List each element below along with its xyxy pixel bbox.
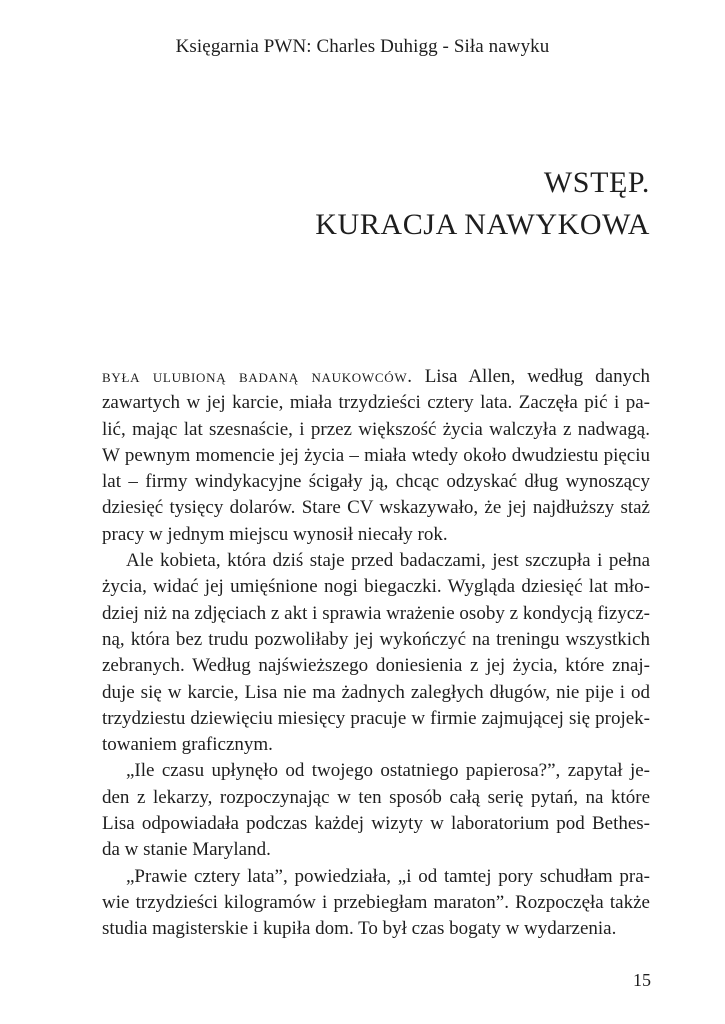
- text-line-fragment: Lisa Allen, według danych: [412, 366, 650, 387]
- paragraph-4: [102, 864, 650, 943]
- running-head: Księgarnia PWN: Charles Duhigg - Siła nawyku: [175, 36, 550, 57]
- text-line: towaniem graficznym.: [102, 734, 273, 756]
- text-line: ną, która bez trudu pozwoliłaby jej wykończyć na treningu wszystkich: [102, 628, 650, 650]
- text-line: dziej niż na zdjęciach z akt i sprawia wrażenie osoby z kondycją fizycz-: [102, 602, 650, 624]
- body-text: [102, 364, 650, 943]
- text-line: życia, widać jej umięśnione nogi biegaczki. Wygląda dziesięć lat mło-: [102, 576, 650, 598]
- chapter-title-line-2: KURACJA NAWYKOWA: [315, 208, 650, 241]
- text-line: „Prawie cztery lata”, powiedziała, „i od tamtej pory schudłam pra-: [126, 865, 650, 887]
- text-line: zebranych. Według najświeższego doniesienia z jej życia, które znaj-: [102, 655, 650, 677]
- text-line: [102, 364, 650, 390]
- text-line: lić, mając lat szesnaście, i przez większość życia walczyła z nadwagą.: [102, 418, 650, 440]
- text-line: lat – firmy windykacyjne ścigały ją, chcąc odzyskać dług wynoszący: [102, 471, 650, 493]
- text-line: trzydziestu dziewięciu miesięcy pracuje w firmie zajmującej się projek-: [102, 707, 650, 729]
- text-line: W pewnym momencie jej życia – miała wtedy około dwudziestu pięciu: [102, 444, 650, 466]
- paragraph-3: [102, 758, 650, 863]
- text-line: den z lekarzy, rozpoczynając w ten sposób całą serię pytań, na które: [102, 786, 650, 808]
- paragraph-1: [102, 364, 650, 548]
- text-line: dziesięć tysięcy dolarów. Stare CV wskazywało, że jej najdłuższy staż: [102, 497, 650, 519]
- text-line: pracy w jednym miejscu wynosił niecały rok.: [102, 523, 448, 545]
- text-line: wie trzydzieści kilogramów i przebiegłam maraton”. Rozpoczęła także: [102, 891, 650, 913]
- text-line: studia magisterskie i kupiła dom. To był czas bogaty w wydarzenia.: [102, 918, 617, 940]
- page-number: 15: [633, 970, 651, 990]
- text-line: zawartych w jej karcie, miała trzydzieści cztery lata. Zaczęła pić i pa-: [102, 392, 650, 414]
- text-line: da w stanie Maryland.: [102, 839, 271, 861]
- text-line: Lisa odpowiadała podczas każdej wizyty w laboratorium pod Bethes-: [102, 813, 650, 835]
- chapter-title: [315, 162, 650, 246]
- text-line: „Ile czasu upłynęło od twojego ostatniego papierosa?”, zapytał je-: [126, 760, 650, 782]
- paragraph-2: [102, 548, 650, 758]
- text-line: Ale kobieta, która dziś staje przed badaczami, jest szczupła i pełna: [126, 550, 650, 572]
- chapter-title-line-1: WSTĘP.: [543, 166, 650, 199]
- lead-in-smallcaps: była ulubioną badaną naukowców.: [102, 366, 413, 387]
- text-line: duje się w karcie, Lisa nie ma żadnych zaległych długów, nie pije i od: [102, 681, 650, 703]
